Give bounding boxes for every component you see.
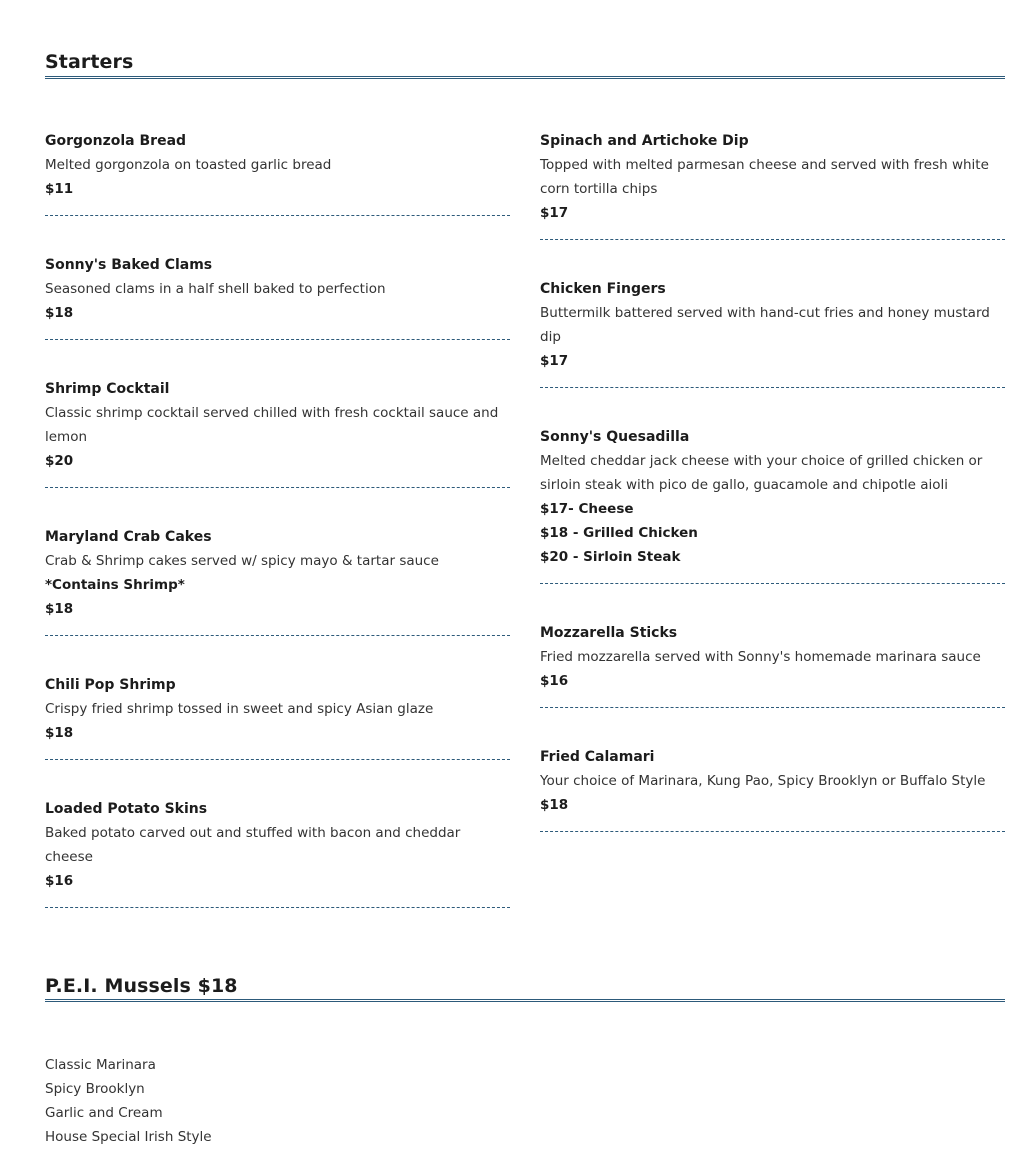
- starters-right-column: [540, 129, 1005, 832]
- menu-item-price: $17: [540, 205, 569, 221]
- menu-item-description-text: Melted cheddar jack cheese with your choice of grilled chicken or sirloin steak with pico de gallo, guacamole and chipotle aioli: [540, 453, 983, 493]
- mussels-rule: [45, 999, 1005, 1002]
- menu-item-description: [45, 401, 510, 449]
- menu-item-fried-calamari: [540, 745, 1005, 832]
- item-divider: [45, 215, 510, 216]
- menu-item-description-text: Classic shrimp cocktail served chilled with fresh cocktail sauce and lemon: [45, 405, 499, 445]
- menu-item-description-text: Buttermilk battered served with hand-cut fries and honey mustard dip: [540, 305, 990, 345]
- starters-left-column: [45, 129, 510, 908]
- item-divider: [540, 831, 1005, 832]
- menu-item-description: [45, 697, 510, 721]
- menu-item-price: $18: [45, 305, 74, 321]
- menu-item-description-text: Baked potato carved out and stuffed with bacon and cheddar cheese: [45, 825, 461, 865]
- menu-item-note: *Contains Shrimp*: [45, 577, 185, 593]
- menu-item-description-text: Melted gorgonzola on toasted garlic bread: [45, 157, 332, 173]
- menu-item-mozzarella-sticks: [540, 621, 1005, 708]
- menu-item-chili-pop-shrimp: [45, 673, 510, 760]
- menu-item-description: [45, 549, 510, 597]
- menu-item-name: Sonny's Baked Clams: [45, 257, 213, 273]
- menu-item-name: Gorgonzola Bread: [45, 133, 187, 149]
- menu-item-price: $11: [45, 181, 74, 197]
- mussels-heading: P.E.I. Mussels $18: [45, 975, 238, 997]
- starters-rule: [45, 76, 1005, 79]
- mussels-style-list: [45, 1053, 212, 1149]
- menu-item-maryland-crab-cakes: [45, 525, 510, 636]
- item-divider: [540, 387, 1005, 388]
- item-divider: [45, 339, 510, 340]
- item-divider: [540, 583, 1005, 584]
- menu-item-name: Shrimp Cocktail: [45, 381, 170, 397]
- item-divider: [45, 487, 510, 488]
- menu-item-price: $18: [540, 797, 569, 813]
- item-divider: [540, 707, 1005, 708]
- menu-item-name: Spinach and Artichoke Dip: [540, 133, 749, 149]
- menu-item-description: [45, 277, 510, 301]
- menu-item-description-text: Fried mozzarella served with Sonny's homemade marinara sauce: [540, 649, 981, 665]
- mussels-style-item: Garlic and Cream: [45, 1105, 163, 1121]
- mussels-style-item: Classic Marinara: [45, 1057, 156, 1073]
- menu-item-description: [540, 301, 1005, 349]
- menu-item-price: $17: [540, 353, 569, 369]
- menu-item-name: Mozzarella Sticks: [540, 625, 678, 641]
- item-divider: [540, 239, 1005, 240]
- menu-item-loaded-potato-skins: [45, 797, 510, 908]
- menu-item-name: Maryland Crab Cakes: [45, 529, 212, 545]
- menu-item-price: $16: [540, 673, 569, 689]
- menu-item-name: Fried Calamari: [540, 749, 655, 765]
- menu-item-name: Loaded Potato Skins: [45, 801, 208, 817]
- menu-item-description: [540, 645, 1005, 669]
- menu-item-price: $20 - Sirloin Steak: [540, 549, 681, 565]
- menu-item-price: $18: [45, 725, 74, 741]
- menu-item-description-text: Crab & Shrimp cakes served w/ spicy mayo & tartar sauce: [45, 553, 439, 569]
- menu-item-spinach-and-artichoke-dip: [540, 129, 1005, 240]
- menu-item-name: Chili Pop Shrimp: [45, 677, 176, 693]
- menu-item-gorgonzola-bread: [45, 129, 510, 216]
- menu-item-name: Chicken Fingers: [540, 281, 666, 297]
- menu-item-price: $16: [45, 873, 74, 889]
- menu-item-price: $18 - Grilled Chicken: [540, 525, 698, 541]
- menu-item-sonny-s-quesadilla: [540, 425, 1005, 584]
- menu-item-name: Sonny's Quesadilla: [540, 429, 690, 445]
- menu-item-description: [540, 153, 1005, 201]
- menu-item-price: $17- Cheese: [540, 501, 634, 517]
- item-divider: [45, 907, 510, 908]
- starters-heading: Starters: [45, 51, 134, 73]
- item-divider: [45, 635, 510, 636]
- menu-item-description-text: Topped with melted parmesan cheese and served with fresh white corn tortilla chips: [540, 157, 989, 197]
- menu-item-price: $20: [45, 453, 74, 469]
- menu-item-description-text: Seasoned clams in a half shell baked to perfection: [45, 281, 386, 297]
- item-divider: [45, 759, 510, 760]
- menu-item-description: [540, 449, 1005, 497]
- menu-item-shrimp-cocktail: [45, 377, 510, 488]
- mussels-style-item: Spicy Brooklyn: [45, 1081, 145, 1097]
- menu-item-sonny-s-baked-clams: [45, 253, 510, 340]
- menu-item-description: [45, 153, 510, 177]
- mussels-style-item: House Special Irish Style: [45, 1129, 212, 1145]
- menu-item-price: $18: [45, 601, 74, 617]
- menu-item-description-text: Your choice of Marinara, Kung Pao, Spicy Brooklyn or Buffalo Style: [540, 773, 986, 789]
- menu-item-chicken-fingers: [540, 277, 1005, 388]
- menu-item-description: [45, 821, 510, 869]
- menu-item-description: [540, 769, 1005, 793]
- menu-item-description-text: Crispy fried shrimp tossed in sweet and spicy Asian glaze: [45, 701, 434, 717]
